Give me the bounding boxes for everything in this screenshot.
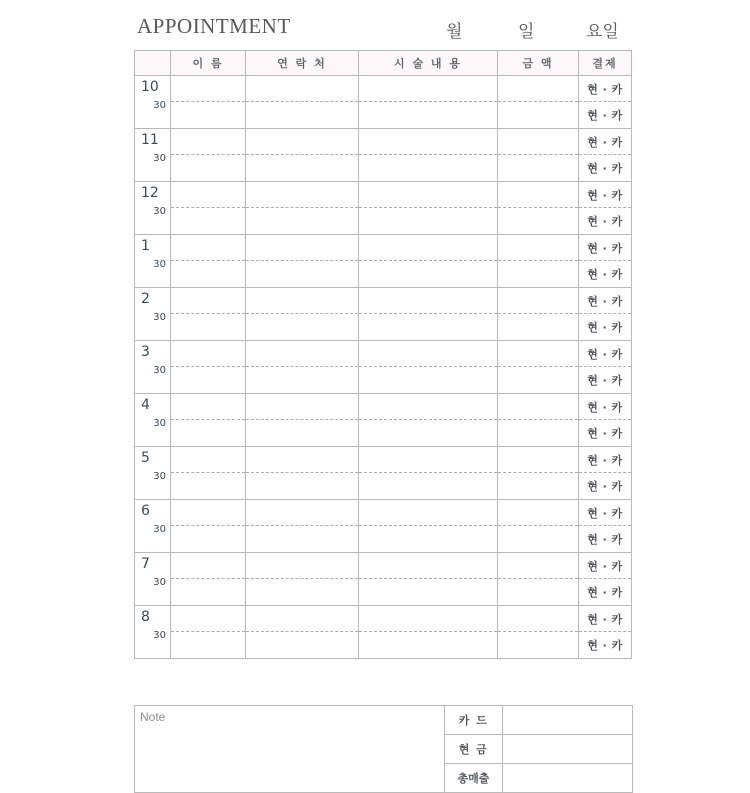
payment-cell[interactable] (579, 235, 632, 288)
treatment-cell-half-past[interactable] (359, 261, 497, 287)
name-cell-half-past[interactable] (171, 420, 245, 446)
treatment-cell-on-hour[interactable] (359, 129, 497, 155)
half-hour-label: 30 (153, 153, 166, 164)
column-header-treatment: 시 술 내 용 (359, 51, 498, 76)
contact-cell-half-past[interactable] (246, 420, 358, 446)
name-cell[interactable] (171, 182, 246, 235)
treatment-cell-on-hour[interactable] (359, 341, 497, 367)
summary-value-cash[interactable] (503, 735, 633, 764)
amount-cell-on-hour[interactable] (498, 553, 578, 579)
summary-value-total[interactable] (503, 764, 633, 793)
payment-option-on-hour[interactable]: 현 · 카 (579, 606, 631, 632)
name-cell-on-hour[interactable] (171, 606, 245, 632)
treatment-cell-half-past[interactable] (359, 314, 497, 340)
payment-option-half-past[interactable]: 현 · 카 (587, 480, 623, 493)
half-hour-label: 30 (153, 524, 166, 535)
contact-cell-split (246, 288, 358, 340)
time-cell (135, 500, 171, 553)
summary-value-card[interactable] (503, 706, 633, 735)
half-hour-label: 30 (153, 418, 166, 429)
payment-option-half-past[interactable]: 현 · 카 (587, 321, 623, 334)
contact-cell-split (246, 129, 358, 181)
name-cell-half-past[interactable] (171, 155, 245, 181)
hour-label: 5 (141, 450, 150, 466)
amount-cell[interactable] (498, 76, 579, 129)
treatment-cell-split (359, 235, 497, 287)
column-header-contact: 연 락 처 (246, 51, 359, 76)
amount-cell-half-past[interactable] (498, 155, 578, 181)
amount-cell-half-past[interactable] (498, 102, 578, 128)
name-cell-on-hour[interactable] (171, 129, 245, 155)
note-field[interactable] (135, 706, 445, 793)
column-header-time (135, 51, 171, 76)
treatment-cell-split (359, 553, 497, 605)
contact-cell-split (246, 500, 358, 552)
time-cell (135, 447, 171, 500)
treatment-cell-on-hour[interactable] (359, 447, 497, 473)
contact-cell-half-past[interactable] (246, 155, 358, 181)
name-cell-half-past[interactable] (171, 102, 245, 128)
appointment-table-wrapper (134, 50, 631, 785)
treatment-cell[interactable] (359, 288, 498, 341)
treatment-cell[interactable] (359, 129, 498, 182)
contact-cell-on-hour[interactable] (246, 76, 358, 102)
month-label: 월 (446, 22, 463, 42)
contact-cell-on-hour[interactable] (246, 606, 358, 632)
time-cell (135, 235, 171, 288)
footer-row-card (135, 706, 633, 735)
table-row (135, 394, 632, 447)
name-cell-split (171, 288, 245, 340)
treatment-cell-split (359, 394, 497, 446)
treatment-cell-half-past[interactable] (359, 420, 497, 446)
page-title: APPOINTMENT (137, 14, 291, 38)
hour-label: 11 (141, 132, 159, 148)
payment-option-on-hour[interactable]: 현 · 카 (579, 235, 631, 261)
amount-cell-split (498, 341, 578, 393)
contact-cell[interactable] (246, 553, 359, 606)
amount-cell-split (498, 606, 578, 658)
payment-cell[interactable] (579, 447, 632, 500)
payment-option-half-past[interactable]: 현 · 카 (587, 533, 623, 546)
amount-cell-half-past[interactable] (498, 579, 578, 605)
treatment-cell-split (359, 606, 497, 658)
contact-cell[interactable] (246, 394, 359, 447)
amount-cell-on-hour[interactable] (498, 129, 578, 155)
treatment-cell[interactable] (359, 553, 498, 606)
amount-cell-split (498, 235, 578, 287)
payment-option-half-past[interactable]: 현 · 카 (587, 162, 623, 175)
name-cell-on-hour[interactable] (171, 500, 245, 526)
treatment-cell-on-hour[interactable] (359, 394, 497, 420)
contact-cell-half-past[interactable] (246, 579, 358, 605)
treatment-cell[interactable] (359, 76, 498, 129)
name-cell[interactable] (171, 500, 246, 553)
contact-cell-on-hour[interactable] (246, 288, 358, 314)
table-body (135, 76, 632, 659)
amount-cell-half-past[interactable] (498, 208, 578, 234)
amount-cell-half-past[interactable] (498, 632, 578, 658)
summary-label-card: 카 드 (445, 706, 503, 735)
amount-cell-split (498, 76, 578, 128)
column-header-name: 이 름 (171, 51, 246, 76)
payment-cell[interactable] (579, 500, 632, 553)
payment-option-half-past[interactable]: 현 · 카 (587, 215, 623, 228)
name-cell-half-past[interactable] (171, 632, 245, 658)
name-cell-half-past[interactable] (171, 579, 245, 605)
payment-option-on-hour[interactable]: 현 · 카 (579, 500, 631, 526)
treatment-cell-split (359, 447, 497, 499)
amount-cell[interactable] (498, 553, 579, 606)
contact-cell[interactable] (246, 341, 359, 394)
payment-option-on-hour[interactable]: 현 · 카 (579, 129, 631, 155)
name-cell-split (171, 447, 245, 499)
amount-cell-on-hour[interactable] (498, 394, 578, 420)
amount-cell-on-hour[interactable] (498, 341, 578, 367)
payment-cell[interactable] (579, 394, 632, 447)
time-cell (135, 288, 171, 341)
payment-cell[interactable] (579, 76, 632, 129)
treatment-cell[interactable] (359, 341, 498, 394)
payment-cell[interactable] (579, 341, 632, 394)
treatment-cell-half-past[interactable] (359, 208, 497, 234)
payment-cell[interactable] (579, 288, 632, 341)
amount-cell-on-hour[interactable] (498, 76, 578, 102)
half-hour-label: 30 (153, 312, 166, 323)
name-cell-half-past[interactable] (171, 208, 245, 234)
contact-cell-on-hour[interactable] (246, 235, 358, 261)
name-cell[interactable] (171, 447, 246, 500)
contact-cell-on-hour[interactable] (246, 394, 358, 420)
amount-cell-on-hour[interactable] (498, 447, 578, 473)
name-cell-split (171, 182, 245, 234)
table-row (135, 500, 632, 553)
time-cell (135, 129, 171, 182)
contact-cell-half-past[interactable] (246, 526, 358, 552)
treatment-cell-split (359, 341, 497, 393)
time-cell (135, 553, 171, 606)
contact-cell-half-past[interactable] (246, 367, 358, 393)
contact-cell-on-hour[interactable] (246, 447, 358, 473)
treatment-cell-half-past[interactable] (359, 526, 497, 552)
half-hour-label: 30 (153, 471, 166, 482)
table-row (135, 553, 632, 606)
name-cell[interactable] (171, 341, 246, 394)
amount-cell-half-past[interactable] (498, 367, 578, 393)
contact-cell-half-past[interactable] (246, 632, 358, 658)
amount-cell-on-hour[interactable] (498, 606, 578, 632)
payment-cell[interactable] (579, 606, 632, 659)
treatment-cell-split (359, 76, 497, 128)
summary-label-total: 총매출 (445, 764, 503, 793)
payment-option-on-hour[interactable]: 현 · 카 (579, 288, 631, 314)
amount-cell-split (498, 129, 578, 181)
amount-cell-half-past[interactable] (498, 473, 578, 499)
contact-cell-on-hour[interactable] (246, 341, 358, 367)
half-hour-label: 30 (153, 577, 166, 588)
table-header-row (135, 51, 632, 76)
footer-table (134, 705, 633, 793)
treatment-cell-on-hour[interactable] (359, 182, 497, 208)
hour-label: 6 (141, 503, 150, 519)
column-header-payment: 결제 (579, 51, 632, 76)
hour-label: 3 (141, 344, 150, 360)
name-cell-split (171, 394, 245, 446)
name-cell-on-hour[interactable] (171, 553, 245, 579)
treatment-cell-on-hour[interactable] (359, 235, 497, 261)
contact-cell-split (246, 235, 358, 287)
name-cell-half-past[interactable] (171, 314, 245, 340)
amount-cell-on-hour[interactable] (498, 288, 578, 314)
treatment-cell[interactable] (359, 606, 498, 659)
name-cell-split (171, 341, 245, 393)
half-hour-label: 30 (153, 365, 166, 376)
name-cell-on-hour[interactable] (171, 288, 245, 314)
contact-cell[interactable] (246, 129, 359, 182)
contact-cell[interactable] (246, 235, 359, 288)
payment-option-half-past[interactable]: 현 · 카 (587, 427, 623, 440)
name-cell-half-past[interactable] (171, 367, 245, 393)
contact-cell-split (246, 182, 358, 234)
treatment-cell-half-past[interactable] (359, 473, 497, 499)
hour-label: 2 (141, 291, 150, 307)
table-header (135, 51, 632, 76)
half-hour-label: 30 (153, 100, 166, 111)
time-cell (135, 394, 171, 447)
name-cell[interactable] (171, 394, 246, 447)
hour-label: 4 (141, 397, 150, 413)
hour-label: 1 (141, 238, 150, 254)
treatment-cell-on-hour[interactable] (359, 500, 497, 526)
appointment-table (134, 50, 632, 659)
contact-cell-split (246, 341, 358, 393)
amount-cell[interactable] (498, 606, 579, 659)
treatment-cell[interactable] (359, 447, 498, 500)
payment-option-half-past[interactable]: 현 · 카 (587, 639, 623, 652)
contact-cell-on-hour[interactable] (246, 129, 358, 155)
name-cell[interactable] (171, 235, 246, 288)
treatment-cell-half-past[interactable] (359, 155, 497, 181)
treatment-cell[interactable] (359, 500, 498, 553)
contact-cell[interactable] (246, 288, 359, 341)
amount-cell-half-past[interactable] (498, 526, 578, 552)
amount-cell[interactable] (498, 447, 579, 500)
name-cell[interactable] (171, 288, 246, 341)
payment-option-on-hour[interactable]: 현 · 카 (579, 553, 631, 579)
treatment-cell-split (359, 288, 497, 340)
name-cell-half-past[interactable] (171, 526, 245, 552)
day-label: 일 (518, 22, 535, 42)
note-label: Note (140, 710, 166, 724)
contact-cell-on-hour[interactable] (246, 553, 358, 579)
contact-cell-half-past[interactable] (246, 261, 358, 287)
amount-cell-half-past[interactable] (498, 314, 578, 340)
weekday-label: 요일 (586, 22, 619, 42)
amount-cell-on-hour[interactable] (498, 235, 578, 261)
contact-cell-split (246, 76, 358, 128)
name-cell-on-hour[interactable] (171, 447, 245, 473)
footer-section (134, 705, 631, 793)
amount-cell-split (498, 394, 578, 446)
table-row (135, 235, 632, 288)
treatment-cell-on-hour[interactable] (359, 76, 497, 102)
time-cell (135, 182, 171, 235)
name-cell-split (171, 129, 245, 181)
payment-option-on-hour[interactable]: 현 · 카 (579, 76, 631, 102)
half-hour-label: 30 (153, 630, 166, 641)
payment-option-half-past[interactable]: 현 · 카 (587, 109, 623, 122)
treatment-cell-on-hour[interactable] (359, 288, 497, 314)
hour-label: 7 (141, 556, 150, 572)
table-row (135, 606, 632, 659)
name-cell-on-hour[interactable] (171, 76, 245, 102)
time-cell (135, 76, 171, 129)
name-cell-split (171, 500, 245, 552)
payment-option-on-hour[interactable]: 현 · 카 (579, 182, 631, 208)
contact-cell-half-past[interactable] (246, 473, 358, 499)
amount-cell-on-hour[interactable] (498, 500, 578, 526)
contact-cell[interactable] (246, 606, 359, 659)
contact-cell-split (246, 447, 358, 499)
name-cell-on-hour[interactable] (171, 394, 245, 420)
table-row (135, 76, 632, 129)
amount-cell-half-past[interactable] (498, 420, 578, 446)
contact-cell-half-past[interactable] (246, 102, 358, 128)
name-cell-on-hour[interactable] (171, 341, 245, 367)
contact-cell-on-hour[interactable] (246, 500, 358, 526)
amount-cell[interactable] (498, 182, 579, 235)
summary-label-cash: 현 금 (445, 735, 503, 764)
hour-label: 8 (141, 609, 150, 625)
contact-cell[interactable] (246, 447, 359, 500)
contact-cell[interactable] (246, 500, 359, 553)
treatment-cell[interactable] (359, 182, 498, 235)
contact-cell-on-hour[interactable] (246, 182, 358, 208)
amount-cell-half-past[interactable] (498, 261, 578, 287)
treatment-cell[interactable] (359, 394, 498, 447)
table-row (135, 182, 632, 235)
treatment-cell-on-hour[interactable] (359, 553, 497, 579)
amount-cell-split (498, 182, 578, 234)
amount-cell[interactable] (498, 394, 579, 447)
table-row (135, 129, 632, 182)
table-row (135, 341, 632, 394)
payment-option-on-hour[interactable]: 현 · 카 (579, 341, 631, 367)
half-hour-label: 30 (153, 259, 166, 270)
payment-option-on-hour[interactable]: 현 · 카 (579, 447, 631, 473)
payment-cell[interactable] (579, 553, 632, 606)
payment-option-half-past[interactable]: 현 · 카 (587, 268, 623, 281)
hour-label: 12 (141, 185, 159, 201)
amount-cell[interactable] (498, 288, 579, 341)
name-cell[interactable] (171, 606, 246, 659)
half-hour-label: 30 (153, 206, 166, 217)
payment-option-on-hour[interactable]: 현 · 카 (579, 394, 631, 420)
contact-cell-half-past[interactable] (246, 208, 358, 234)
treatment-cell[interactable] (359, 235, 498, 288)
amount-cell-split (498, 500, 578, 552)
contact-cell-split (246, 553, 358, 605)
name-cell-split (171, 76, 245, 128)
treatment-cell-split (359, 129, 497, 181)
name-cell-half-past[interactable] (171, 261, 245, 287)
time-cell (135, 606, 171, 659)
amount-cell[interactable] (498, 129, 579, 182)
payment-option-half-past[interactable]: 현 · 카 (587, 586, 623, 599)
name-cell-on-hour[interactable] (171, 235, 245, 261)
treatment-cell-half-past[interactable] (359, 367, 497, 393)
column-header-amount: 금 액 (498, 51, 579, 76)
treatment-cell-half-past[interactable] (359, 579, 497, 605)
amount-cell[interactable] (498, 500, 579, 553)
treatment-cell-on-hour[interactable] (359, 606, 497, 632)
name-cell-half-past[interactable] (171, 473, 245, 499)
hour-label: 10 (141, 79, 159, 95)
page-header (134, 12, 631, 50)
treatment-cell-split (359, 500, 497, 552)
amount-cell-on-hour[interactable] (498, 182, 578, 208)
name-cell[interactable] (171, 76, 246, 129)
payment-cell[interactable] (579, 129, 632, 182)
treatment-cell-split (359, 182, 497, 234)
name-cell-on-hour[interactable] (171, 182, 245, 208)
contact-cell-split (246, 606, 358, 658)
payment-option-half-past[interactable]: 현 · 카 (587, 374, 623, 387)
amount-cell-split (498, 288, 578, 340)
payment-cell[interactable] (579, 182, 632, 235)
time-cell (135, 341, 171, 394)
name-cell[interactable] (171, 553, 246, 606)
amount-cell[interactable] (498, 341, 579, 394)
contact-cell-split (246, 394, 358, 446)
table-row (135, 288, 632, 341)
name-cell-split (171, 553, 245, 605)
amount-cell-split (498, 553, 578, 605)
amount-cell[interactable] (498, 235, 579, 288)
name-cell-split (171, 235, 245, 287)
treatment-cell-half-past[interactable] (359, 102, 497, 128)
contact-cell[interactable] (246, 182, 359, 235)
name-cell-split (171, 606, 245, 658)
contact-cell[interactable] (246, 76, 359, 129)
table-row (135, 447, 632, 500)
amount-cell-split (498, 447, 578, 499)
treatment-cell-half-past[interactable] (359, 632, 497, 658)
contact-cell-half-past[interactable] (246, 314, 358, 340)
name-cell[interactable] (171, 129, 246, 182)
